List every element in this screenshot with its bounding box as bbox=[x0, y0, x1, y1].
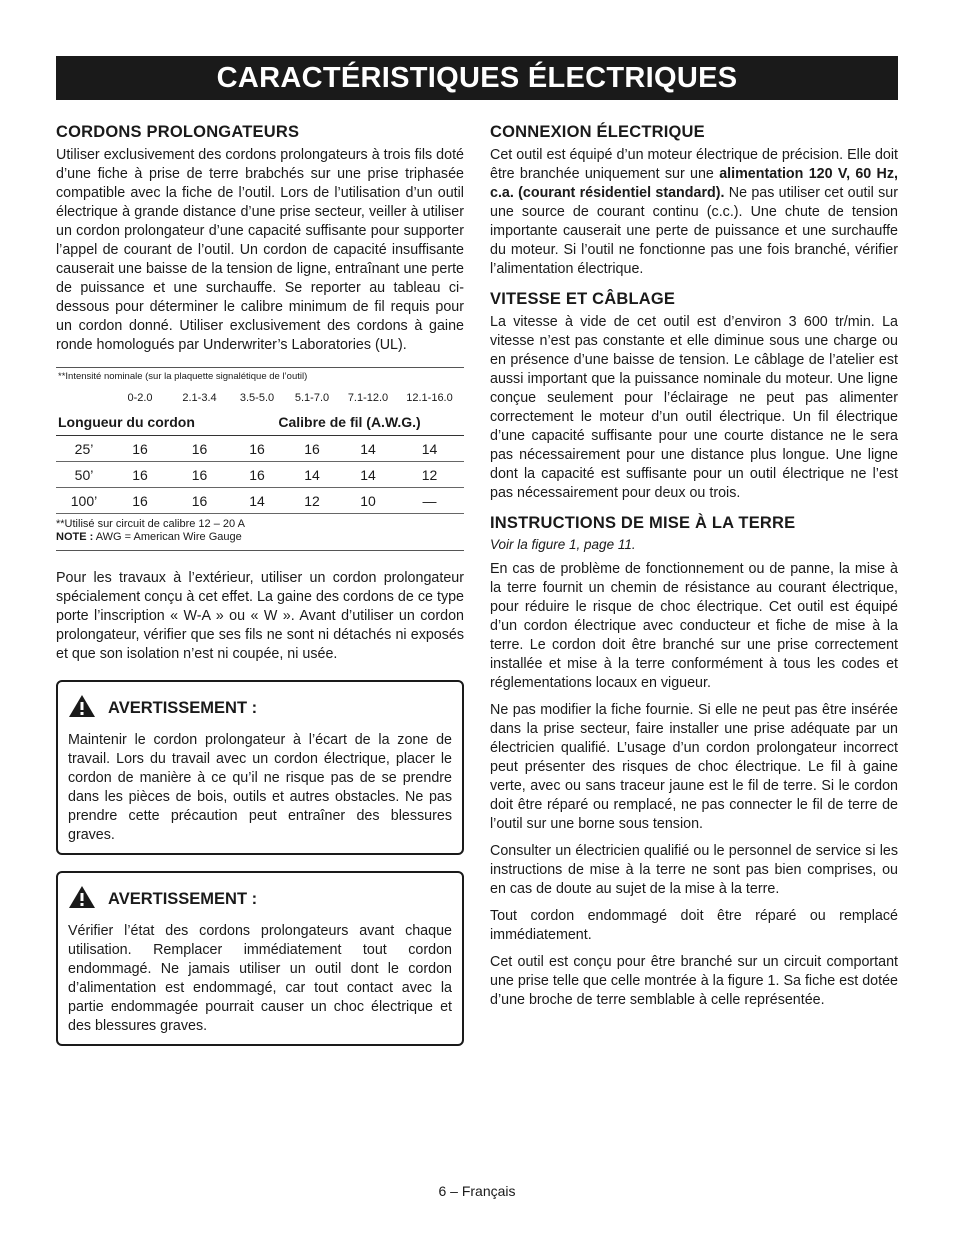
warning-2-heading: AVERTISSEMENT : bbox=[108, 890, 258, 908]
extension-cords-heading: CORDONS PROLONGATEURS bbox=[56, 123, 300, 141]
range-cell: 5.1-7.0 bbox=[294, 392, 330, 404]
grounding-paragraph: Tout cordon endommagé doit être réparé ou remplacé immédiatement. bbox=[490, 908, 898, 943]
page-title-banner bbox=[56, 56, 898, 100]
table-cell: 16 bbox=[132, 466, 148, 483]
table-row bbox=[56, 436, 464, 462]
warning-1-text: Maintenir le cordon prolongateur à l’écart de la zone de travail. Lors du travail avec un cordon électrique, placer le cordon de manière à ce qu’il ne risque pas de se prendre dans les pièces de bois, outils et autres obstacles. Ne pas prendre cette précaution peut entraîner des blessures graves. bbox=[68, 732, 452, 843]
table-note-amperage: **Intensité nominale (sur la plaquette signalétique de l’outil) bbox=[58, 371, 308, 382]
right-column bbox=[490, 122, 898, 1020]
table-cell: 16 bbox=[249, 440, 265, 457]
table-cell: 12 bbox=[304, 492, 320, 509]
table-cell: 14 bbox=[421, 440, 438, 457]
table-cell: 16 bbox=[249, 466, 265, 483]
table-cell: 14 bbox=[304, 466, 320, 483]
connection-text: Cet outil est équipé d’un moteur électrique de précision. Elle doit être branchée uniquement sur une alimentation 120 V, 60 Hz, c.a. (courant résidentiel standard). Ne pas utiliser cet outil sur une source de courant continu (c.c.). Une chute de tension importante causerait une perte de puissance et une surchauffe du moteur. Si l’outil ne fonctionne pas une fois branché, vérifier l’alimentation électrique. bbox=[490, 147, 899, 277]
table-cell: 16 bbox=[132, 492, 148, 509]
section-extension-cords bbox=[56, 122, 464, 355]
column-header-length: Longueur du cordon bbox=[58, 414, 195, 430]
table-cell: 100’ bbox=[70, 492, 98, 509]
column-header-gauge: Calibre de fil (A.W.G.) bbox=[278, 414, 421, 430]
speed-text: La vitesse à vide de cet outil est d’environ 3 600 tr/min. La vitesse n’est pas constante et elle diminue sous une charge ou en présence d’une baisse de tension. Le câblage de l’atelier est aussi important que la puissance nominale du moteur. Une ligne conçue seulement pour l’éclairage ne peut pas alimenter correctement le moteur d’un outil électrique. Un fil électrique d’une capacité suffisante pour une courte distance ne le sera pas nécessairement pour une distance plus longue. Une ligne dont la capacité est suffisante pour un outil électrique ne l’est pas nécessairement pour deux ou trois. bbox=[490, 314, 898, 501]
wire-gauge-table bbox=[56, 367, 464, 551]
table-footnote-circuit: **Utilisé sur circuit de calibre 12 – 20 A bbox=[56, 518, 245, 530]
section-grounding bbox=[490, 513, 898, 1010]
section-electrical-connection bbox=[490, 122, 898, 279]
table-cell: 10 bbox=[360, 492, 376, 509]
table-cell: — bbox=[422, 492, 437, 509]
table-cell: 14 bbox=[249, 492, 265, 509]
table-cell: 16 bbox=[191, 440, 208, 457]
table-cell: 16 bbox=[304, 440, 320, 457]
left-column bbox=[56, 122, 464, 1046]
speed-heading: VITESSE ET CÂBLAGE bbox=[490, 290, 676, 308]
warning-box-2 bbox=[56, 871, 464, 1046]
warning-triangle-icon bbox=[68, 694, 96, 723]
page-footer: 6 – Français bbox=[438, 1183, 516, 1199]
range-cell: 7.1-12.0 bbox=[347, 392, 389, 404]
table-row bbox=[56, 462, 464, 488]
table-footnotes bbox=[56, 514, 464, 551]
grounding-heading: INSTRUCTIONS DE MISE À LA TERRE bbox=[490, 514, 796, 532]
table-cell: 14 bbox=[360, 466, 376, 483]
table-cell: 16 bbox=[191, 466, 208, 483]
voltage-spec: alimentation 120 V, 60 Hz, c.a. (courant résidentiel standard). bbox=[490, 166, 898, 201]
range-cell: 0-2.0 bbox=[127, 392, 153, 404]
table-footnote-awg bbox=[56, 531, 464, 544]
table-cell: 50’ bbox=[74, 466, 94, 483]
warning-2-text: Vérifier l’état des cordons prolongateurs avant chaque utilisation. Remplacer immédiatement tout cordon endommagé. Ne jamais utiliser un outil dont le cordon d’alimentation est endommagé, car tout contact avec la partie endommagée pourrait causer un choc électrique et des blessures graves. bbox=[68, 923, 452, 1034]
page-title: CARACTÉRISTIQUES ÉLECTRIQUES bbox=[216, 61, 738, 94]
range-cell: 3.5-5.0 bbox=[239, 392, 275, 404]
outdoor-use-text: Pour les travaux à l’extérieur, utiliser un cordon prolongateur spécialement conçu à cet effet. La gaine des cordons de ce type porte l’inscription « W-A » ou « W ». Avant d’utiliser un cordon prolongateur, vérifier que ses fils ne sont ni détachés ni exposés et que son isolation n’est ni coupée, ni usée. bbox=[56, 570, 464, 662]
warning-box-1 bbox=[56, 680, 464, 855]
warning-triangle-icon bbox=[68, 885, 96, 914]
section-speed-wiring bbox=[490, 289, 898, 503]
range-cell: 12.1-16.0 bbox=[406, 392, 453, 404]
grounding-paragraph: Ne pas modifier la fiche fournie. Si elle ne peut pas être insérée dans la prise secteur, faire installer une prise adéquate par un électricien qualifié. L’usage d’un cordon prolongateur incorrect peut présenter des risques de choc électrique. Le fil à gaine verte, avec ou sans traceur jaune est le fil de terre. Si le cordon doit être réparé ou remplacé, ne pas connecter le fil de terre de l’outil sur une borne sous tension. bbox=[490, 702, 898, 832]
warning-1-heading: AVERTISSEMENT : bbox=[108, 699, 258, 717]
figure-reference: Voir la figure 1, page 11. bbox=[490, 537, 636, 552]
grounding-paragraph: Cet outil est conçu pour être branché sur un circuit comportant une prise telle que celle montrée à la figure 1. Sa fiche est dotée d’une broche de terre semblable à celle représentée. bbox=[490, 954, 898, 1008]
grounding-paragraph: Consulter un électricien qualifié ou le personnel de service si les instructions de mise à la terre ne sont pas bien comprises, ou en cas de doute au sujet de la mise à la terre. bbox=[490, 843, 898, 897]
table-amperage-ranges bbox=[56, 387, 464, 409]
note-text: AWG = American Wire Gauge bbox=[93, 531, 242, 543]
note-label: NOTE : bbox=[56, 531, 94, 543]
table-cell: 12 bbox=[421, 466, 438, 483]
table-header bbox=[56, 409, 464, 436]
extension-cords-text: Utiliser exclusivement des cordons prolongateurs à trois fils doté d’une fiche à prise de terre brabchés sur une prise triphasée compatible avec la fiche de l’outil. Lors de l’utilisation d’un outil électrique à grande distance d’une prise secteur, veiller à utiliser un cordon prolongateur d’une capacité suffisante pour supporter l’appel de courant de l’outil. Un cordon de capacité insuffisante causerait une baisse de la tension de ligne, entraînant une perte de puissance et une surchauffe. Se reporter au tableau ci-dessous pour déterminer le calibre minimum de fil requis pour un cordon donné. Utiliser exclusivement des cordons à gaine ronde homologués par Underwriter’s Laboratories (UL). bbox=[56, 147, 464, 353]
range-cell: 2.1-3.4 bbox=[182, 392, 217, 404]
table-cell: 16 bbox=[191, 492, 208, 509]
table-row bbox=[56, 488, 464, 514]
connection-heading: CONNEXION ÉLECTRIQUE bbox=[490, 123, 705, 141]
table-cell: 25’ bbox=[74, 440, 94, 457]
grounding-paragraph: En cas de problème de fonctionnement ou de panne, la mise à la terre fournit un chemin de résistance au courant électrique, pour réduire le risque de choc électrique. Cet outil est équipé d’un cordon électrique avec conducteur et fiche de mise à la terre. Le cordon doit être branché sur une prise correctement installée et mise à la terre conformément à tous les codes et réglementations locaux en vigueur. bbox=[490, 561, 898, 691]
table-cell: 16 bbox=[132, 440, 148, 457]
table-cell: 14 bbox=[360, 440, 376, 457]
